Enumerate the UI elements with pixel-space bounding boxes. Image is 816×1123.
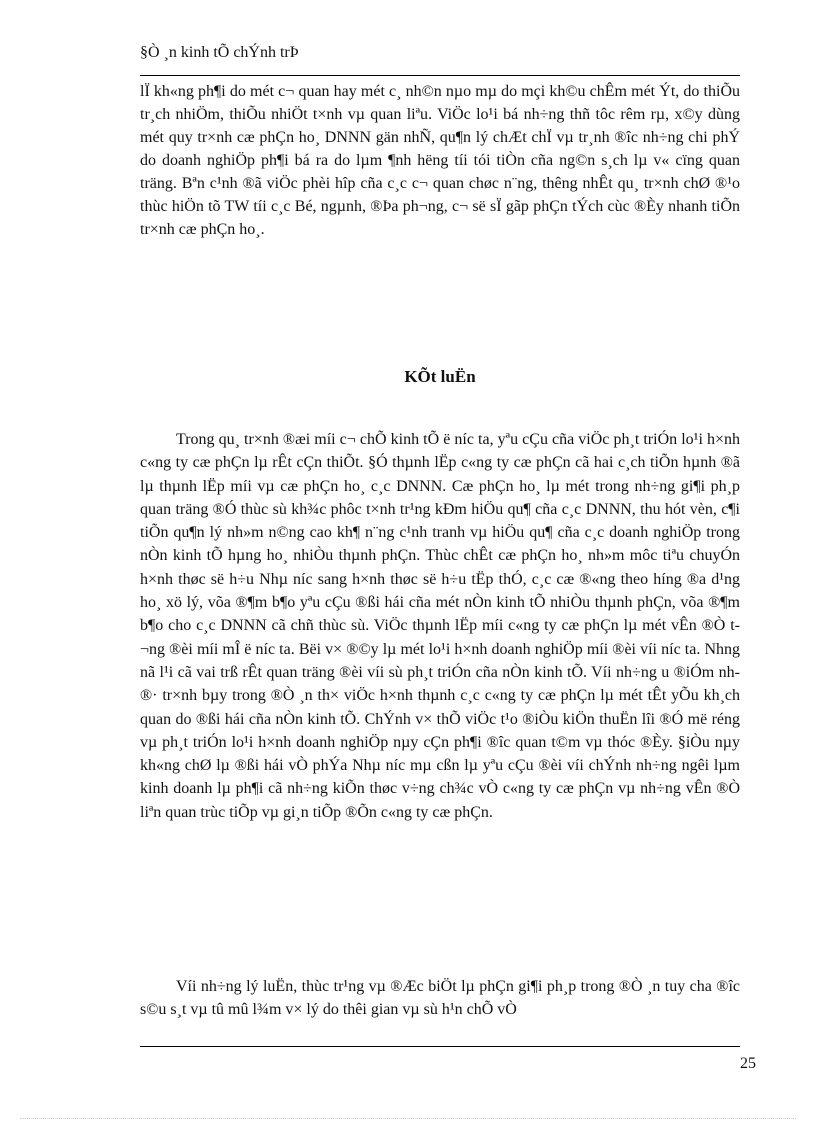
paragraph-conclusion-main: Trong qu¸ tr×nh ®æi míi c¬ chÕ kinh tÕ ë níc ta, yªu cÇu cña viÖc ph¸t triÓn lo¹i h×nh c«ng ty cæ phÇn lµ rÊt cÇn thiÕt. §Ó thµnh lËp c«ng ty cæ phÇn cã hai c¸ch tiÕn hµnh ®ã lµ thµnh lËp míi vµ cæ phÇn ho¸ c¸c DNNN. Cæ phÇn ho¸ lµ mét trong nh÷ng gi¶i ph¸p quan träng ®Ó thùc sù kh¾c phôc t×nh tr¹ng kÐm hiÖu qu¶ cña c¸c DNNN, thu hót vèn, c¶i tiÕn qu¶n lý nh»m n©ng cao kh¶ n¨ng c¹nh tranh vµ hiÖu qu¶ cña c¸c doanh nghiÖp trong nÒn kinh tÕ hµng ho¸ nhiÒu thµnh phÇn. Thùc chÊt cæ phÇn ho¸ nh»m môc tiªu chuyÓn h×nh thøc së h÷u Nhµ níc sang h×nh thøc së h÷u tËp thÓ, c¸c cæ ®«ng theo híng ®a d¹ng ho¸ xö lý, võa ®¶m b¶o yªu cÇu ®ßi hái cña mét nÒn kinh tÕ nhiÒu thµnh phÇn, võa ®¶m b¶o cho c¸c DNNN cã chñ thùc sù. ViÖc thµnh lËp míi c«ng ty cæ phÇn lµ mét vÊn ®Ò t¬ng ®èi míi mÎ ë níc ta. Bëi v× ®©y lµ mét lo¹i h×nh doanh nghiÖp míi ®èi víi níc ta. Nhng nã l¹i cã vai trß rÊt quan träng ®èi víi sù ph¸t triÓn cña nÒn kinh tÕ. Víi nh÷ng u ®iÓm nh ®· tr×nh bµy trong ®Ò ¸n th× viÖc h×nh thµnh c¸c c«ng ty cæ phÇn lµ mét tÊt yÕu kh¸ch quan do ®ßi hái cña nÒn kinh tÕ. ChÝnh v× thÕ viÖc t¹o ®iÒu kiÖn thuËn lîi ®Ó më réng vµ ph¸t triÓn lo¹i h×nh doanh nghiÖp nµy cÇn ph¶i ®îc quan t©m vµ thóc ®Èy. §iÒu nµy kh«ng chØ lµ ®ßi hái vÒ phÝa Nhµ níc mµ cßn lµ yªu cÇu ®èi víi chÝnh nh÷ng ngêi lµm kinh doanh lµ ph¶i cã nh÷ng kiÕn thøc v÷ng ch¾c vÒ c«ng ty cæ phÇn vµ nh÷ng vÊn ®Ò liªn quan trùc tiÕp vµ gi¸n tiÕp ®Õn c«ng ty cæ phÇn.: [140, 431, 740, 821]
page-number: 25: [740, 1055, 756, 1072]
section-heading-conclusion: KÕt luËn: [404, 367, 476, 386]
footer-divider: [140, 1046, 740, 1047]
header-divider: [140, 75, 740, 76]
paragraph-conclusion-final: Víi nh÷ng lý luËn, thùc tr¹ng vµ ®Æc biÖt lµ phÇn gi¶i ph¸p trong ®Ò ¸n tuy cha ®îc s©u s¸t vµ tû mû l¾m v× lý do thêi gian vµ sù h¹n chÕ vÒ: [140, 978, 740, 1018]
page-header-title: §Ò ¸n kinh tÕ chÝnh trÞ: [140, 44, 299, 61]
paragraph-continuation: lÏ kh«ng ph¶i do mét c¬ quan hay mét c¸ nh©n nµo mµ do mçi kh©u chÊm mét Ýt, do thiÕu tr¸ch nhiÖm, thiÕu nhiÖt t×nh vµ quan liªu. ViÖc lo¹i bá nh÷ng thñ tôc rêm rµ, x©y dùng mét quy tr×nh cæ phÇn ho¸ DNNN gän nhÑ, qu¶n lý chÆt chÏ vµ tr¸nh ®îc nh÷ng chi phÝ do doanh nghiÖp ph¶i bá ra do lµm ¶nh hëng tíi tói tiÒn cña ng©n s¸ch lµ v« cïng quan träng. Bªn c¹nh ®ã viÖc phèi hîp cña c¸c c¬ quan chøc n¨ng, thêng nhÊt qu¸ tr×nh chØ ®¹o thùc hiÖn tõ TW tíi c¸c Bé, ngµnh, ®Þa ph¬ng, c¬ së sÏ gãp phÇn tÝch cùc ®Èy nhanh tiÕn tr×nh cæ phÇn ho¸.: [140, 83, 740, 238]
page-bottom-dotted-edge: [20, 1118, 796, 1119]
